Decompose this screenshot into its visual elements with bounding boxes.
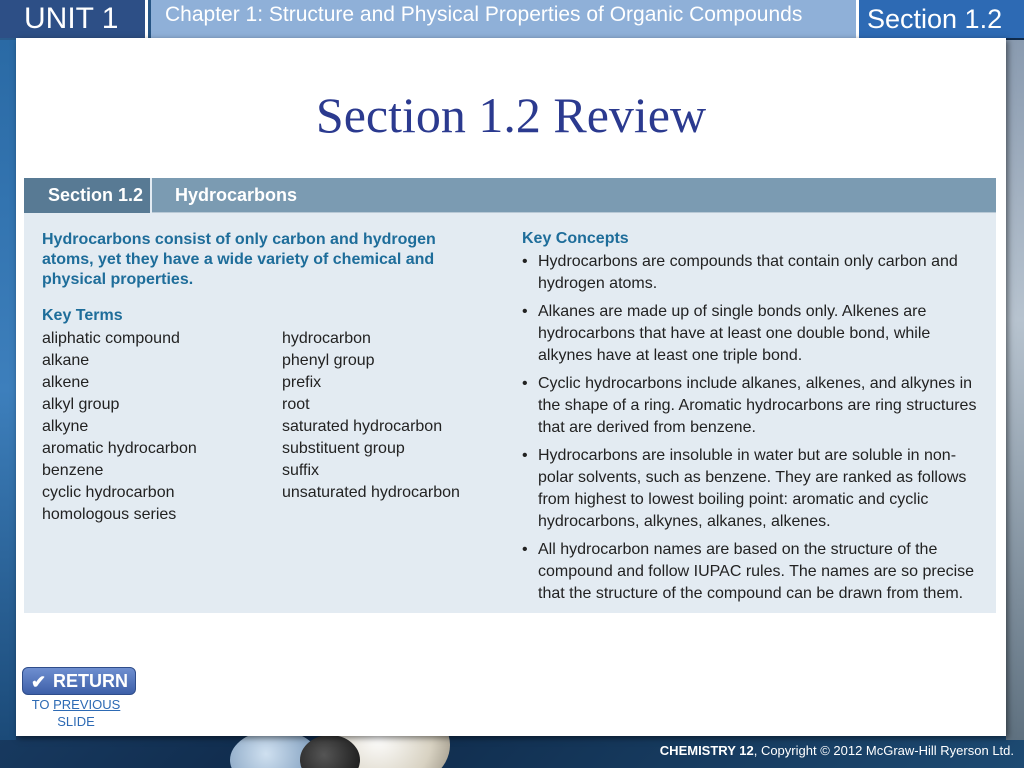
footer-copyright-text: , Copyright © 2012 McGraw-Hill Ryerson Ltd. [753,743,1014,758]
key-concept-item: • Cyclic hydrocarbons include alkanes, alkenes, and alkynes in the shape of a ring. Aromatic hydrocarbons are ring structures that are derived from benzene. [522,373,982,439]
background-right-decoration [1006,40,1024,740]
top-navigation-bar [0,0,1024,38]
key-term: aromatic hydrocarbon [42,440,197,457]
slide-panel [16,38,1006,736]
review-intro-text: Hydrocarbons consist of only carbon and hydrogen atoms, yet they have a wide variety of chemical and physical properties. [42,231,436,288]
previous-slide-link[interactable]: PREVIOUS [53,697,121,712]
footer-brand: CHEMISTRY 12 [659,743,754,758]
key-term: alkyne [42,418,89,435]
key-term: suffix [282,462,320,479]
key-concept-item: • Alkanes are made up of single bonds only. Alkenes are hydrocarbons that have at least one double bond, while alkynes have at least one triple bond. [522,301,982,367]
chapter-tab[interactable]: Chapter 1: Structure and Physical Properties of Organic Compounds [151,0,856,38]
key-concept-item: • All hydrocarbon names are based on the structure of the compound and follow IUPAC rules. The names are so precise that the structure of the compound can be drawn from them. [522,539,982,605]
return-arrow-icon: ✔ [31,672,47,692]
slide-title: Section 1.2 Review [315,87,707,143]
key-term: aliphatic compound [42,330,180,347]
key-term: benzene [42,462,104,479]
key-term: alkene [42,374,90,391]
key-concept-item: • Hydrocarbons are compounds that contain only carbon and hydrogen atoms. [522,251,982,295]
review-box [24,178,996,613]
key-term: saturated hydrocarbon [282,418,443,435]
key-term: phenyl group [282,352,375,369]
key-terms-column-1 [42,328,197,526]
key-terms-column-2 [282,328,460,504]
review-header [24,178,996,213]
key-term: prefix [282,374,322,391]
key-term: hydrocarbon [282,330,371,347]
review-section-label: Section 1.2 [24,178,152,213]
key-term: alkane [42,352,90,369]
return-caption-prefix: TO [31,697,54,712]
unit-tab[interactable]: UNIT 1 [0,0,148,38]
key-concepts-heading: Key Concepts [522,230,629,247]
key-term: cyclic hydrocarbon [42,484,175,501]
key-term: unsaturated hydrocarbon [282,484,460,501]
key-concept-item: • Hydrocarbons are insoluble in water but are soluble in non-polar solvents, such as benzene. They are ranked as follows from highest to lowest boiling point: aromatic and cyclic hydrocarbons, alkynes, alkanes, alkenes. [522,445,982,533]
key-term: substituent group [282,440,405,457]
return-caption [16,696,136,730]
section-tab[interactable]: Section 1.2 [856,0,1024,38]
return-button-label: RETURN [53,671,128,691]
background-left-decoration [0,40,16,740]
review-heading: Hydrocarbons [175,185,298,205]
key-term: root [282,396,310,413]
return-caption-suffix: SLIDE [57,714,95,729]
key-concepts-list [522,251,982,611]
key-term: alkyl group [42,396,120,413]
return-button[interactable] [22,667,136,695]
key-terms-heading: Key Terms [42,307,123,324]
footer-copyright [660,743,1014,758]
key-term: homologous series [42,506,177,523]
